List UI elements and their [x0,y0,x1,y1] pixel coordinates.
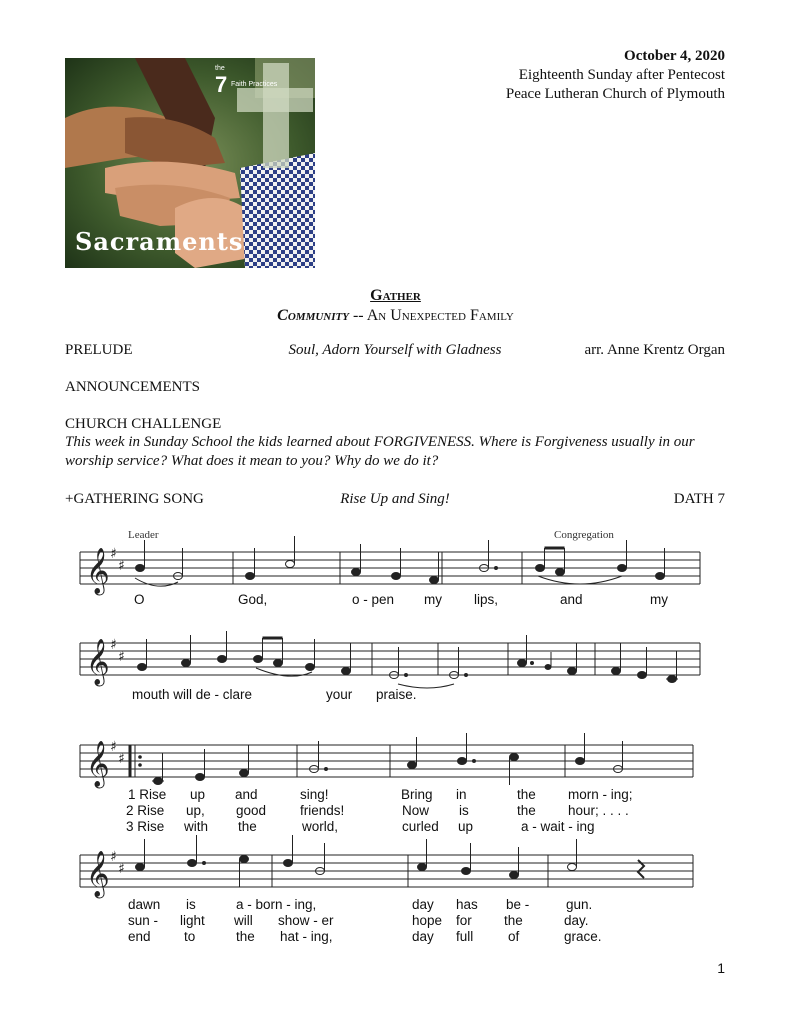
lyric: 3 Rise [126,819,165,834]
lyric: o - pen [352,592,395,607]
staff-3 [80,745,693,777]
lyric: is [186,897,196,912]
lyrics-system-2 [132,687,417,702]
lyric: hour; . . . . [568,803,629,818]
sharp-c-4: ♯ [118,861,125,877]
sharp-f-1: ♯ [110,546,117,562]
prelude-piece: Soul, Adorn Yourself with Gladness [288,342,502,358]
lyric: day. [564,913,589,928]
lyric: be - [506,897,530,912]
sharp-f-3: ♯ [110,739,117,755]
treble-clef-3: 𝄞 [86,741,110,787]
sharp-c-3: ♯ [118,751,125,767]
lyric: full [456,929,474,944]
staff-4 [80,855,693,887]
service-date: October 4, 2020 [624,48,725,64]
gathering-label: +GATHERING SONG [65,491,204,507]
lyric: and [235,787,258,802]
lyric: to [184,929,196,944]
lyric: hat - ing, [280,929,333,944]
lyric: is [459,803,469,818]
lyric: the [504,913,523,928]
sharp-c-1: ♯ [118,558,125,574]
lyric: a - wait - ing [521,819,595,834]
lyric: lips, [474,592,499,607]
section-subtitle-bold: Community [277,307,349,324]
lyric: end [128,929,151,944]
lyric: Now [402,803,430,818]
lyric: up, [186,803,205,818]
lyric: O [134,592,145,607]
lyrics-system-4 [128,897,602,944]
leader-label: Leader [128,529,159,541]
clefs [86,546,125,899]
challenge-text: This week in Sunday School the kids learned about FORGIVENESS. Where is Forgiveness usually in our worship service? What does it mean to you? Why do we do it? [65,434,695,469]
lyric: with [184,819,209,834]
lyric: the [517,803,536,818]
lyric: morn - ing; [568,787,633,802]
lyric: world, [302,819,339,834]
challenge-label: CHURCH CHALLENGE [65,416,222,432]
lyric: of [508,929,520,944]
lyric: sing! [300,787,329,802]
lyrics-system-3 [126,787,633,834]
lyric: and [560,592,583,607]
prelude-label: PRELUDE [65,342,133,358]
lyric: light [180,913,205,928]
lyrics-system-1 [134,592,668,607]
lyric: the [236,929,255,944]
lyric: dawn [128,897,161,912]
treble-clef-2: 𝄞 [86,639,110,685]
section-title: Gather [370,287,421,304]
cover-title: Sacraments [75,227,244,256]
prelude-credit: arr. Anne Krentz Organ [584,342,725,358]
lyric: my [650,592,668,607]
church-name: Peace Lutheran Church of Plymouth [505,86,725,102]
series-the: the [215,65,225,72]
lyric: gun. [566,897,593,912]
congregation-label: Congregation [554,529,614,541]
lyric: 2 Rise [126,803,165,818]
lyric: day [412,897,434,912]
treble-clef-1: 𝄞 [86,548,110,594]
lyric: friends! [300,803,345,818]
lyric: the [238,819,257,834]
lyric: for [456,913,472,928]
lyric: day [412,929,434,944]
announcements: ANNOUNCEMENTS [65,379,200,395]
lyric: the [517,787,536,802]
lyric: good [236,803,267,818]
page-number: 1 [717,960,725,976]
sharp-c-2: ♯ [118,649,125,665]
lyric: sun - [128,913,159,928]
series-name: Faith Practices [231,81,278,88]
gathering-hymn-number: DATH 7 [673,491,725,507]
sharp-f-2: ♯ [110,637,117,653]
lyric: will [234,913,253,928]
lyric: up [190,787,206,802]
lyric: 1 Rise [128,787,167,802]
lyric: my [424,592,442,607]
gathering-title: Rise Up and Sing! [340,491,450,507]
lyric: a - born - ing, [236,897,317,912]
lyric: Bring [401,787,433,802]
lyric: in [456,787,467,802]
lyric: praise. [376,687,417,702]
lyric: up [458,819,474,834]
lyric: has [456,897,478,912]
lyric: show - er [278,913,334,928]
liturgical-day: Eighteenth Sunday after Pentecost [518,67,725,83]
sharp-f-4: ♯ [110,849,117,865]
lyric: grace. [564,929,602,944]
staff-2 [80,643,700,675]
section-subtitle-rest: -- An Unexpected Family [348,307,514,324]
series-number: 7 [215,72,228,97]
lyric: your [326,687,353,702]
treble-clef-4: 𝄞 [86,851,110,897]
notes-1 [135,536,665,586]
lyric: God, [238,592,268,607]
lyric: mouth will de - clare [132,687,253,702]
lyric: hope [412,913,443,928]
staff-1 [80,552,700,584]
lyric: curled [402,819,439,834]
